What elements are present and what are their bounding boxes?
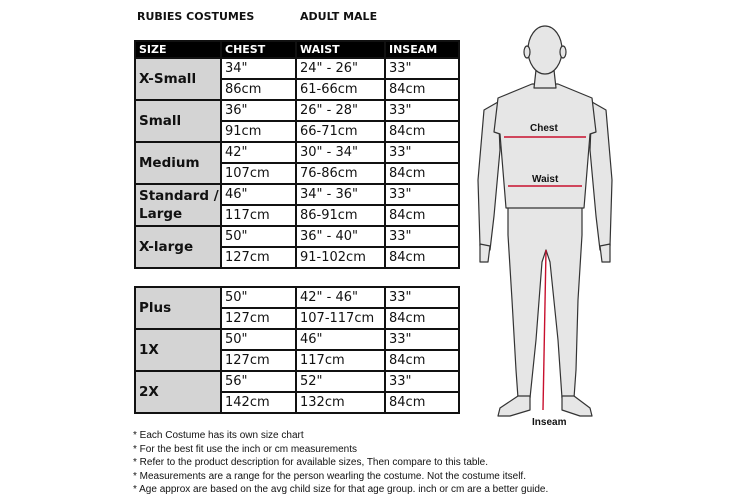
column-header: WAIST [296, 41, 385, 58]
size-cell: Small [135, 100, 221, 142]
inseam-inch-cell: 33" [385, 329, 459, 350]
inseam-inch-cell: 33" [385, 226, 459, 247]
size-cell: X-Small [135, 58, 221, 100]
chest-inch-cell: 42" [221, 142, 296, 163]
note-line: * Age approx are based on the avg child size for that age group. inch or cm are a better guide. [133, 484, 549, 496]
category-title: ADULT MALE [300, 10, 378, 23]
table-row [135, 100, 459, 121]
inseam-inch-cell: 33" [385, 100, 459, 121]
waist-inch-cell: 36" - 40" [296, 226, 385, 247]
note-line: * Measurements are a range for the person wearling the costume. Not the costume itself. [133, 470, 526, 482]
table-header-row [135, 41, 459, 58]
note-line: * For the best fit use the inch or cm measurements [133, 443, 357, 455]
waist-cm-cell: 86-91cm [296, 205, 385, 226]
inseam-cm-cell: 84cm [385, 308, 459, 329]
inseam-cm-cell: 84cm [385, 121, 459, 142]
size-cell: 1X [135, 329, 221, 371]
table-row [135, 226, 459, 247]
waist-inch-cell: 34" - 36" [296, 184, 385, 205]
inseam-cm-cell: 84cm [385, 350, 459, 371]
chest-cm-cell: 117cm [221, 205, 296, 226]
waist-inch-cell: 52" [296, 371, 385, 392]
inseam-cm-cell: 84cm [385, 163, 459, 184]
waist-cm-cell: 132cm [296, 392, 385, 413]
table-row [135, 329, 459, 350]
chest-inch-cell: 56" [221, 371, 296, 392]
size-table-plus [134, 286, 460, 414]
chest-cm-cell: 142cm [221, 392, 296, 413]
chest-inch-cell: 34" [221, 58, 296, 79]
body-silhouette [478, 26, 612, 416]
chest-inch-cell: 50" [221, 287, 296, 308]
column-header: SIZE [135, 41, 221, 58]
inseam-inch-cell: 33" [385, 142, 459, 163]
inseam-measure-line [543, 250, 546, 410]
waist-inch-cell: 26" - 28" [296, 100, 385, 121]
inseam-cm-cell: 84cm [385, 205, 459, 226]
waist-cm-cell: 117cm [296, 350, 385, 371]
column-header: CHEST [221, 41, 296, 58]
body-measurement-figure [470, 0, 620, 440]
chest-inch-cell: 46" [221, 184, 296, 205]
waist-label: Waist [532, 174, 559, 185]
size-cell: Standard / Large [135, 184, 221, 226]
chest-cm-cell: 127cm [221, 308, 296, 329]
chest-cm-cell: 127cm [221, 350, 296, 371]
inseam-inch-cell: 33" [385, 371, 459, 392]
table-row [135, 58, 459, 79]
size-table-main [134, 40, 460, 269]
column-header: INSEAM [385, 41, 459, 58]
chest-inch-cell: 36" [221, 100, 296, 121]
waist-cm-cell: 66-71cm [296, 121, 385, 142]
size-cell: Plus [135, 287, 221, 329]
size-cell: 2X [135, 371, 221, 413]
inseam-inch-cell: 33" [385, 58, 459, 79]
table-row [135, 287, 459, 308]
inseam-inch-cell: 33" [385, 184, 459, 205]
inseam-label: Inseam [532, 417, 567, 428]
note-line: * Refer to the product description for available sizes, Then compare to this table. [133, 457, 489, 469]
size-cell: Medium [135, 142, 221, 184]
waist-inch-cell: 30" - 34" [296, 142, 385, 163]
waist-cm-cell: 107-117cm [296, 308, 385, 329]
chest-cm-cell: 107cm [221, 163, 296, 184]
chest-inch-cell: 50" [221, 226, 296, 247]
inseam-inch-cell: 33" [385, 287, 459, 308]
chest-label: Chest [530, 123, 558, 134]
chest-cm-cell: 91cm [221, 121, 296, 142]
note-line: * Each Costume has its own size chart [133, 430, 304, 441]
waist-cm-cell: 91-102cm [296, 247, 385, 268]
chest-cm-cell: 86cm [221, 79, 296, 100]
table-row [135, 142, 459, 163]
inseam-cm-cell: 84cm [385, 392, 459, 413]
waist-cm-cell: 61-66cm [296, 79, 385, 100]
table-row [135, 371, 459, 392]
chest-inch-cell: 50" [221, 329, 296, 350]
waist-inch-cell: 24" - 26" [296, 58, 385, 79]
size-cell: X-large [135, 226, 221, 268]
table-row [135, 184, 459, 205]
brand-title: RUBIES COSTUMES [137, 10, 255, 23]
chest-cm-cell: 127cm [221, 247, 296, 268]
waist-inch-cell: 46" [296, 329, 385, 350]
inseam-cm-cell: 84cm [385, 247, 459, 268]
waist-cm-cell: 76-86cm [296, 163, 385, 184]
waist-inch-cell: 42" - 46" [296, 287, 385, 308]
inseam-cm-cell: 84cm [385, 79, 459, 100]
